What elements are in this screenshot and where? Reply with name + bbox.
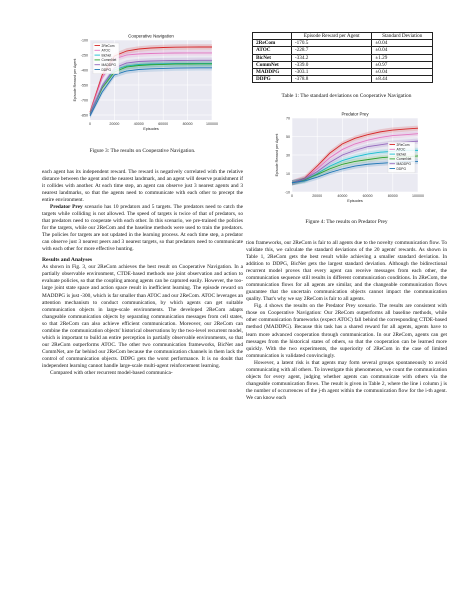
section-heading-results: Results and Analyses (42, 257, 93, 264)
x-tick-label: 80000 (182, 122, 193, 126)
x-tick-label: 80000 (387, 194, 398, 199)
legend-entry: 2ReCom (396, 142, 410, 147)
table-row (253, 61, 433, 68)
y-tick-label: -250 (80, 53, 88, 58)
y-tick-label: 30 (286, 153, 290, 158)
legend-entry: MADDPG (396, 162, 411, 167)
legend-entry: BicNet (396, 152, 407, 157)
sd-cell: ±8.44 (372, 76, 433, 83)
y-tick-label: -850 (80, 113, 88, 118)
table-header-cell (253, 33, 292, 40)
table-row (253, 40, 433, 47)
paragraph-latent-risk: However, a latent risk is that agents may form several groups spontaneously to avoid communicating with all others. To investigate this phenomenon, we count the communication objects for every agent, judging whether agents can communicate with others via the changeable communication flows. The result is given in Table 2, where the line i column j is the number of occurrences of the j-th agent within the communication flow for the i-th agent. We can know each (246, 359, 447, 401)
x-tick-label: 0 (291, 194, 293, 199)
predator-prey-term: Predator Prey (50, 203, 83, 210)
figure-4-plot (266, 110, 426, 206)
table-1-caption: Table 1: The standard deviations on Cooperative Navigation (281, 93, 412, 100)
legend-entry: DDPG (396, 166, 407, 171)
paragraph-env-description: each agent has its independent reward. The reward is negatively correlated with the relative distance between the agent and the nearest landmark, and an agent will deserve punishment if it collides with another. At each time step, an agent can observe just 3 nearest agents and 3 nearest landmarks, so that the agents need to communicate with each other to precept the entire environment. (42, 168, 243, 203)
table-1 (252, 32, 433, 83)
y-tick-label: 70 (286, 116, 290, 121)
reward-cell: -303.1 (291, 69, 372, 76)
table-header-row (253, 33, 433, 40)
legend-entry: CommNet (101, 58, 117, 63)
x-tick-label: 0 (89, 122, 91, 126)
table-row (253, 54, 433, 61)
y-tick-label: -400 (80, 68, 88, 73)
x-tick-label: 60000 (362, 194, 373, 199)
chart-title: Cooperative Navigation (128, 33, 174, 39)
table-header-cell: Episode Reward per Agent (291, 33, 372, 40)
x-axis-label: Episodes (143, 127, 159, 131)
y-tick-label: -700 (80, 98, 88, 103)
x-tick-label: 40000 (337, 194, 348, 199)
table-row (253, 47, 433, 54)
paragraph-results-coop-nav: As shown in Fig. 3, our 2ReCom achieves the best result on Cooperative Navigation. In a partially observable environment, CTDE-based methods use joint observation and action to evaluate policies, so that the coupling among agents can be captured easily. However, the too-large joint state space and action space result in inefficient learning. The episode reward on MADDPG is just -300, which is far smaller than ATOC and our 2ReCom. ATOC leverages an attention mechanism to conduct communication, by which agents can get suitable communication objects in large-scale environments. The developed 2ReCom adapts changeable communication objects by separating communication messages from cell states, so that 2ReCom can also achieve efficient communication. Moreover, our 2ReCom can combine the communication objects' historical observations by the two-level recurrent model, which is important to build an entire perception in partially observable environments, so that our 2ReCom outperforms ATOC. The other two communication frameworks, BicNet and CommNet, are far behind our 2ReCom because the communication channels in them lack the control of communication objects. DDPG gets the worst performance. It is no doubt that independent learning cannot handle large-scale multi-agent reinforcement learning. (42, 264, 243, 369)
x-tick-label: 20000 (312, 194, 323, 199)
paragraph-predator-results: Fig. 4 shows the results on the Predator Prey scenario. The results are consistent with those on Cooperative Navigation: Our 2ReCom outperforms all baseline methods, while other communication frameworks (expect ATOC) fall behind the corresponding CTDE-based method (MADDPG). Because this task has a shared reward for all agents, agents have to learn more advanced cooperation through communication. In our 2ReCom, agents can get messages from the historical states of others, so that the cooperation can be learned more quickly. With the two experiments, the superiority of 2ReCom in the case of limited communication is validated convincingly. (246, 303, 447, 359)
figure-3-caption: Figure 3: The results on Cooperative Navigation. (89, 148, 196, 154)
y-tick-label: -100 (80, 38, 88, 43)
left-column (42, 32, 243, 377)
legend-entry: ATOC (396, 147, 406, 152)
figure-3-plot (64, 32, 219, 134)
x-tick-label: 100000 (206, 122, 218, 126)
y-tick-label: -10 (284, 190, 290, 195)
legend-entry: DDPG (101, 67, 112, 72)
y-tick-label: 50 (286, 135, 290, 140)
table-row (253, 69, 433, 76)
reward-cell: -339.0 (291, 61, 372, 68)
sd-cell: ±0.04 (372, 40, 433, 47)
method-cell: CommNet (253, 61, 292, 68)
x-tick-label: 60000 (158, 122, 169, 126)
sd-cell: ±0.04 (372, 47, 433, 54)
legend-entry: 2ReCom (101, 43, 115, 48)
sd-cell: ±1.29 (372, 54, 433, 61)
legend-entry: MADDPG (101, 63, 116, 67)
paragraph-fairness: tion frameworks, our 2ReCom is fair to all agents due to the novelty communication flow. To validate this, we calculate the standard deviations of the 20 agents' rewards. As shown in Table 1, 2ReCom gets the best result while achieving a smaller standard deviation. In addition to DDPG, BicNet gets the largest standard deviation. Although the bidirectional recurrent model proves that every agent can receive messages from each other, the communication sequence still results in different communication conditions. In 2ReCom, the communication flows for all agents are similar, and the changeable communication flows guarantee that the uncertain communication objects cannot impact the communication quality. That's why we say 2ReCom is fair to all agents. (246, 239, 447, 303)
reward-cell: -378.8 (291, 76, 372, 83)
method-cell: BicNet (253, 54, 292, 61)
y-tick-label: -550 (80, 83, 88, 88)
y-axis-label: Episode Reward per Agent (275, 133, 279, 177)
sd-cell: ±0.04 (372, 69, 433, 76)
table-header-cell: Standard Deviation (372, 33, 433, 40)
table-row (253, 76, 433, 83)
legend-entry: CommNet (396, 157, 412, 162)
x-axis-label: Episodes (347, 199, 363, 204)
figure-3-chart (64, 32, 219, 134)
sd-cell: ±0.97 (372, 61, 433, 68)
predator-prey-text: scenario has 10 predators and 5 targets. The predators need to catch the targets while colliding is not allowed. The speed of targets is twice of that of predators, so that predators need to cooperate with each other. In this scenario, we pre-trained the policies for the targets, while our 2ReCom and the baseline methods were used to train the predators. The policies for targets are not updated in the learning process. At each time step, a predator can observe just 3 nearest peers and 3 nearest targets, so that predators need to communicate with each other for more effective hunting. (42, 203, 244, 253)
x-tick-label: 100000 (412, 194, 424, 199)
legend-entry: ATOC (101, 48, 111, 53)
reward-cell: -170.5 (291, 40, 372, 47)
x-tick-label: 20000 (109, 122, 120, 126)
y-tick-label: 10 (286, 172, 290, 177)
method-cell: ATOC (253, 47, 292, 54)
figure-4 (246, 110, 447, 226)
reward-cell: -334.2 (291, 54, 372, 61)
x-tick-label: 40000 (133, 122, 144, 126)
figure-3 (42, 32, 243, 155)
paragraph-compared: Compared with other recurrent model-based communica- (50, 370, 173, 377)
method-cell: DDPG (253, 76, 292, 83)
right-column (246, 32, 447, 402)
y-axis-label: Episode Reward per Agent (73, 58, 77, 102)
figure-4-chart (266, 110, 426, 206)
method-cell: MADDPG (253, 69, 292, 76)
legend-entry: BicNet (101, 53, 112, 58)
chart-title: Predator Prey (341, 111, 369, 117)
paragraph-predator-prey (42, 204, 243, 253)
reward-cell: -228.7 (291, 47, 372, 54)
method-cell: 2ReCom (253, 40, 292, 47)
figure-4-caption: Figure 4: The results on Predator Prey (305, 219, 388, 226)
